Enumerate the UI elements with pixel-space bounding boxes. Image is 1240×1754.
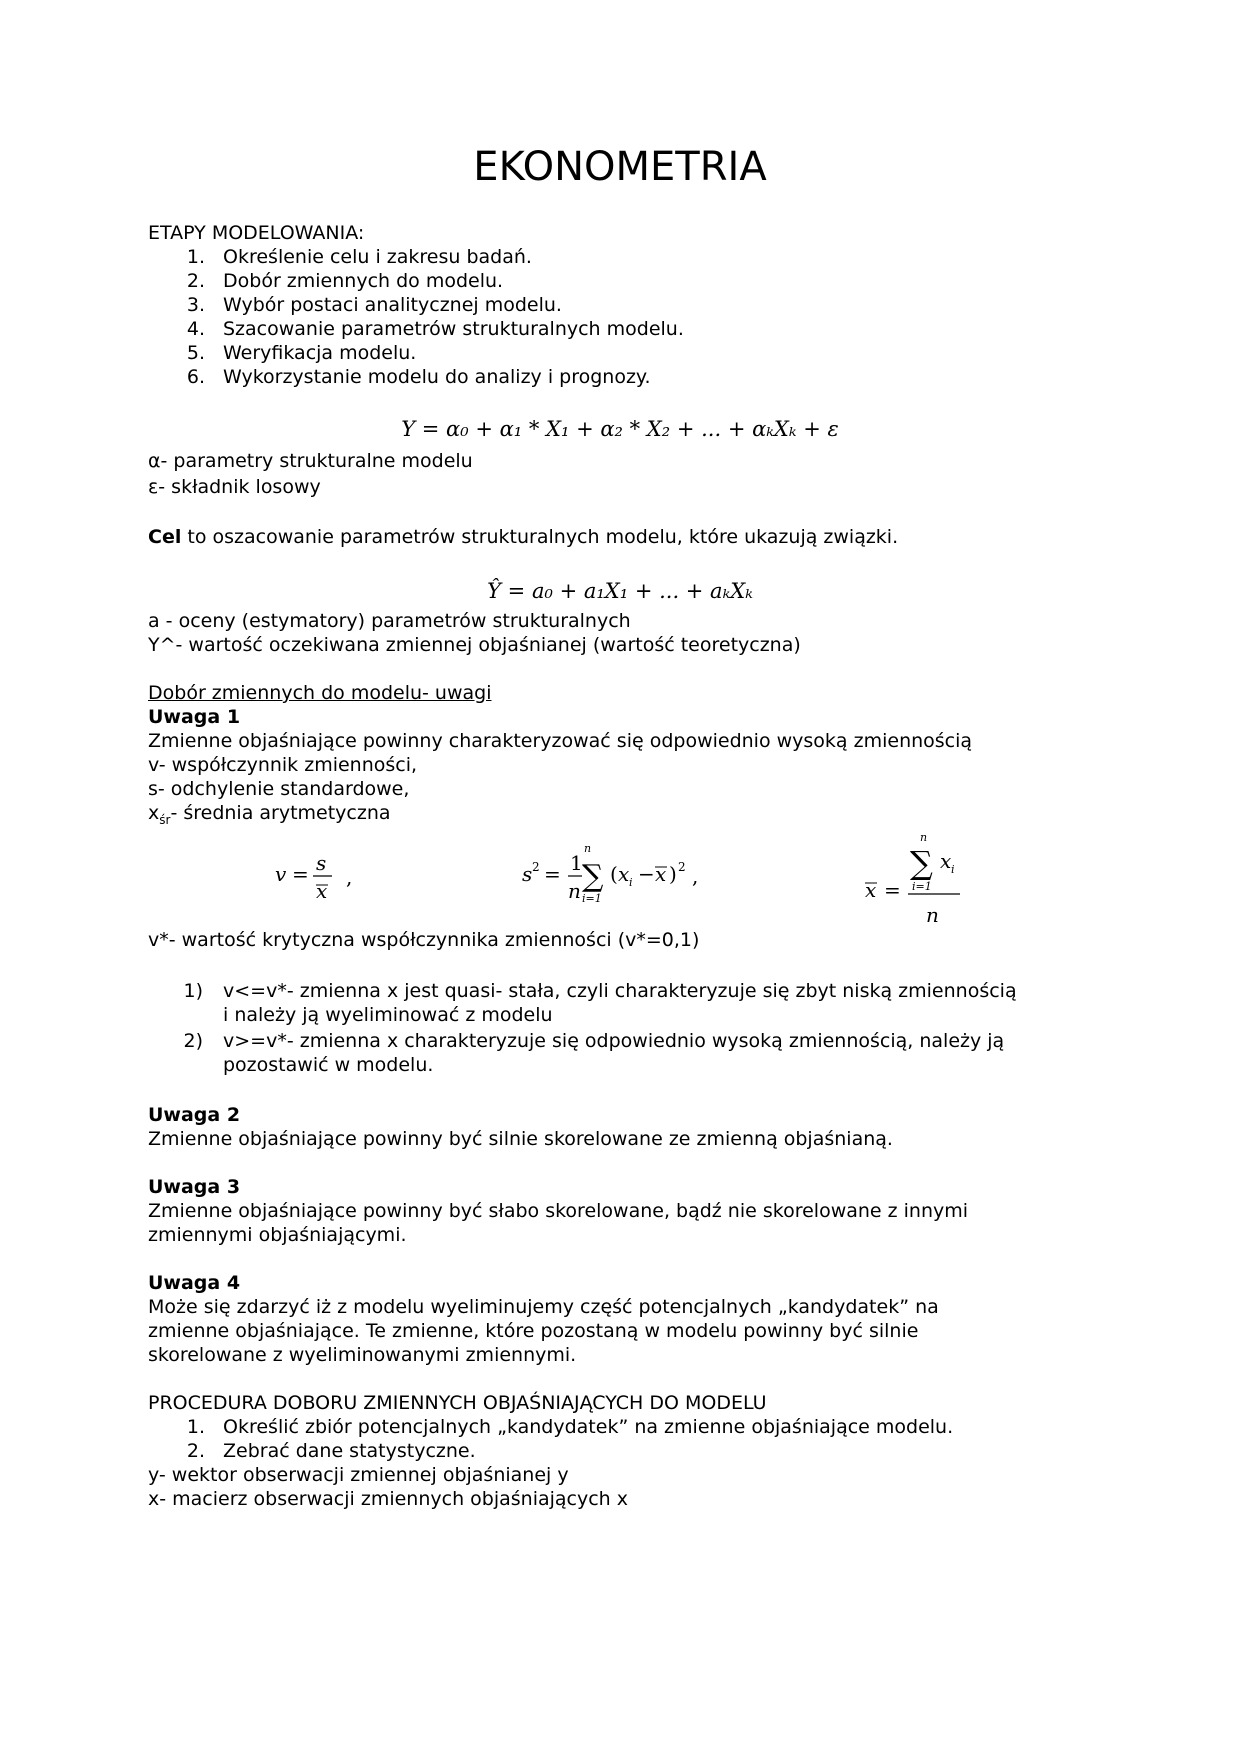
procedura-item-number: 1. — [186, 1416, 205, 1438]
svg-text:∑: ∑ — [582, 859, 604, 894]
v-definition: v- współczynnik zmienności, — [148, 754, 418, 776]
svg-text:n: n — [920, 831, 928, 844]
etapy-item-number: 4. — [186, 318, 205, 340]
case-number: 2) — [183, 1030, 203, 1052]
svg-text:n: n — [926, 903, 939, 927]
yhat-definition: Y^- wartość oczekiwana zmiennej objaśnianej (wartość teoretyczna) — [148, 634, 801, 656]
uwaga2-title: Uwaga 2 — [148, 1104, 241, 1126]
etapy-item-number: 3. — [186, 294, 205, 316]
svg-text:=: = — [544, 862, 561, 886]
svg-text:): ) — [669, 862, 677, 886]
case-number: 1) — [183, 980, 203, 1002]
uwaga4-text: Może się zdarzyć iż z modelu wyeliminujemy część potencjalnych „kandydatek” na — [148, 1296, 939, 1318]
svg-text:−: − — [638, 862, 655, 886]
vstar-definition: v*- wartość krytyczna współczynnika zmienności (v*=0,1) — [148, 929, 700, 951]
etapy-heading: ETAPY MODELOWANIA: — [148, 222, 365, 244]
etapy-item-text: Wybór postaci analitycznej modelu. — [223, 294, 562, 316]
case-text-continued: pozostawić w modelu. — [223, 1054, 434, 1076]
svg-text:x: x — [618, 862, 630, 886]
svg-text:2: 2 — [532, 860, 540, 874]
svg-text:i: i — [951, 863, 955, 876]
variance-formula — [518, 840, 718, 912]
cel-rest: to oszacowanie parametrów strukturalnych modelu, które ukazują związki. — [181, 526, 899, 548]
case-text: v<=v*- zmienna x jest quasi- stała, czyli charakteryzuje się zbyt niską zmiennością — [223, 980, 1017, 1002]
uwaga3-title: Uwaga 3 — [148, 1176, 241, 1198]
etapy-item-text: Określenie celu i zakresu badań. — [223, 246, 532, 268]
svg-text:i=1: i=1 — [582, 892, 602, 905]
svg-text:n: n — [568, 879, 581, 903]
procedura-item-number: 2. — [186, 1440, 205, 1462]
epsilon-definition: ε- składnik losowy — [148, 476, 321, 498]
svg-text:v: v — [275, 862, 287, 886]
svg-text:s: s — [522, 862, 533, 886]
svg-text:(: ( — [610, 862, 618, 886]
procedura-item-text: Zebrać dane statystyczne. — [223, 1440, 476, 1462]
procedura-item-text: Określić zbiór potencjalnych „kandydatek” na zmienne objaśniające modelu. — [223, 1416, 954, 1438]
etapy-item-text: Dobór zmiennych do modelu. — [223, 270, 504, 292]
s-definition: s- odchylenie standardowe, — [148, 778, 410, 800]
svg-text:=: = — [292, 862, 309, 886]
x-definition — [148, 801, 391, 832]
etapy-item-number: 2. — [186, 270, 205, 292]
uwaga3-text-continued: zmiennymi objaśniającymi. — [148, 1224, 407, 1246]
svg-text:,: , — [346, 865, 353, 889]
alpha-definition: α- parametry strukturalne modelu — [148, 450, 473, 472]
svg-text:x: x — [655, 862, 667, 886]
uwaga3-text: Zmienne objaśniające powinny być słabo skorelowane, bądź nie skorelowane z innymi — [148, 1200, 969, 1222]
cel-bold-word: Cel — [148, 526, 182, 548]
uwaga2-text: Zmienne objaśniające powinny być silnie skorelowane ze zmienną objaśnianą. — [148, 1128, 893, 1150]
x-subscript: śr — [159, 812, 171, 827]
page-title: EKONOMETRIA — [473, 144, 767, 190]
uwaga4-text-end: skorelowane z wyeliminowanymi zmiennymi. — [148, 1344, 577, 1366]
uwaga1-text: Zmienne objaśniające powinny charakteryzować się odpowiednio wysoką zmiennością — [148, 730, 973, 752]
uwaga4-text-continued: zmienne objaśniające. Te zmienne, które pozostaną w modelu powinny być silnie — [148, 1320, 919, 1342]
procedura-heading: PROCEDURA DOBORU ZMIENNYCH OBJAŚNIAJĄCYCH DO MODELU — [148, 1392, 767, 1414]
svg-text:n: n — [584, 842, 592, 855]
etapy-item-number: 5. — [186, 342, 205, 364]
case-text-continued: i należy ją wyeliminować z modelu — [223, 1004, 553, 1026]
y-vector-definition: y- wektor obserwacji zmiennej objaśnianej y — [148, 1464, 569, 1486]
svg-text:2: 2 — [678, 860, 686, 874]
uwaga1-title: Uwaga 1 — [148, 706, 241, 728]
svg-text:=: = — [884, 878, 901, 902]
x-symbol: x — [148, 802, 160, 824]
svg-text:i: i — [629, 876, 633, 889]
etapy-item-number: 6. — [186, 366, 205, 388]
etapy-item-text: Wykorzystanie modelu do analizy i prognozy. — [223, 366, 651, 388]
x-definition-rest: - średnia arytmetyczna — [170, 802, 391, 824]
case-text: v>=v*- zmienna x charakteryzuje się odpowiednio wysoką zmiennością, należy ją — [223, 1030, 1005, 1052]
coefficient-of-variation-formula — [270, 848, 370, 908]
x-matrix-definition: x- macierz obserwacji zmiennych objaśniających x — [148, 1488, 629, 1510]
estimated-model-equation: Ŷ = a₀ + a₁X₁ + ... + aₖXₖ — [487, 579, 753, 603]
model-equation: Y = α₀ + α₁ * X₁ + α₂ * X₂ + ... + αₖXₖ + ε — [401, 417, 839, 441]
etapy-item-text: Szacowanie parametrów strukturalnych modelu. — [223, 318, 684, 340]
svg-text:x: x — [316, 879, 328, 903]
a-definition: a - oceny (estymatory) parametrów strukturalnych — [148, 610, 631, 632]
etapy-item-text: Weryfikacja modelu. — [223, 342, 417, 364]
cel-paragraph — [148, 525, 898, 549]
svg-text:i=1: i=1 — [912, 880, 932, 893]
arithmetic-mean-formula — [860, 828, 970, 930]
svg-text:x: x — [940, 849, 952, 873]
svg-text:,: , — [692, 864, 699, 888]
svg-text:x: x — [865, 878, 877, 902]
dobor-heading: Dobór zmiennych do modelu- uwagi — [148, 682, 492, 704]
svg-text:∑: ∑ — [910, 844, 933, 882]
svg-text:1: 1 — [570, 851, 583, 875]
uwaga4-title: Uwaga 4 — [148, 1272, 241, 1294]
etapy-item-number: 1. — [186, 246, 205, 268]
svg-text:s: s — [316, 851, 327, 875]
